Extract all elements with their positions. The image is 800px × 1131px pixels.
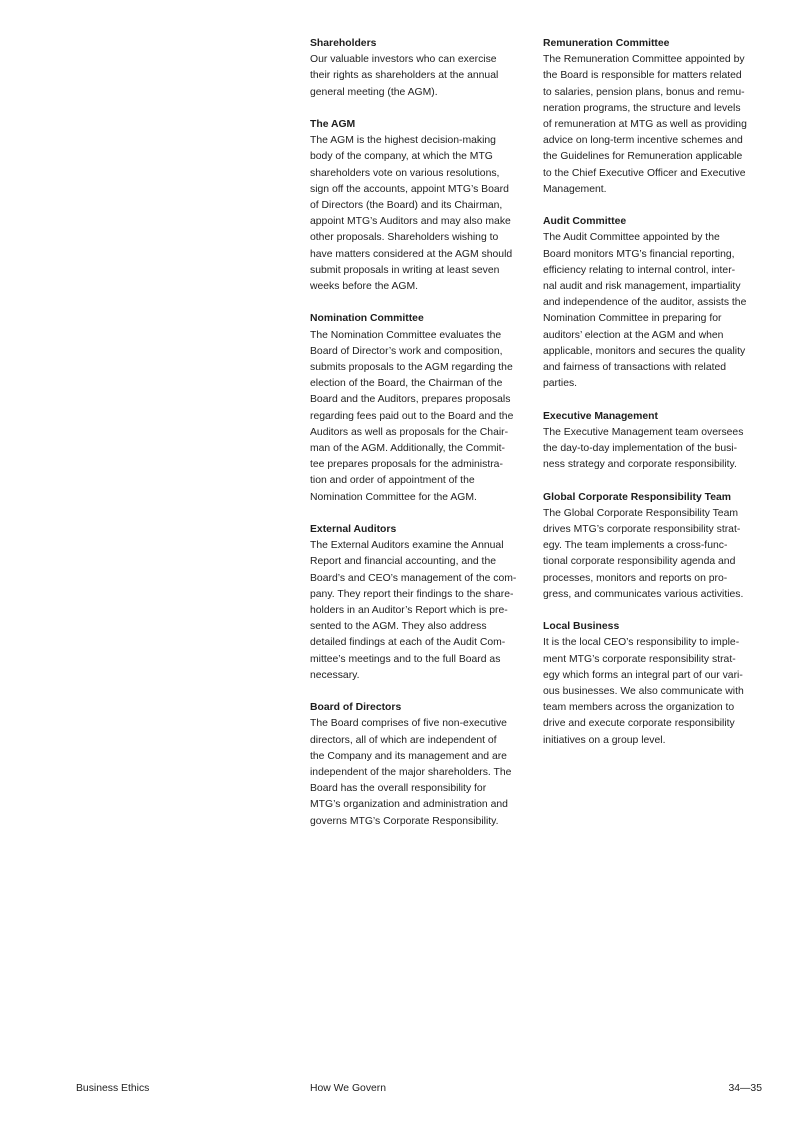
section	[543, 490, 768, 603]
section-heading: Local Business	[543, 621, 620, 633]
body-line: Board monitors MTG’s financial reporting,	[543, 248, 735, 260]
body-line: mittee’s meetings and to the full Board as	[310, 653, 501, 665]
body-line: weeks before the AGM.	[310, 281, 419, 293]
body-line: tional corporate responsibility agenda and	[543, 556, 736, 568]
body-line: man of the AGM. Additionally, the Commit-	[310, 443, 506, 455]
section	[543, 409, 768, 474]
body-line: ous businesses. We also communicate with	[543, 686, 744, 698]
body-line: Nomination Committee for the AGM.	[310, 491, 477, 503]
body-line: and fairness of transactions with related	[543, 362, 727, 374]
body-line: processes, monitors and reports on pro-	[543, 572, 728, 584]
section-heading: Executive Management	[543, 410, 658, 422]
page-number: 34—35	[728, 1083, 762, 1094]
body-line: auditors’ election at the AGM and when	[543, 329, 724, 341]
body-line: shareholders vote on various resolutions,	[310, 167, 500, 179]
body-line: The Audit Committee appointed by the	[543, 232, 720, 244]
body-line: Management.	[543, 183, 607, 195]
body-line: body of the company, at which the MTG	[310, 151, 493, 163]
body-line: and independence of the auditor, assists the	[543, 297, 747, 309]
body-line: their rights as shareholders at the annual	[310, 70, 499, 82]
body-line: appoint MTG’s Auditors and may also make	[310, 216, 511, 228]
body-line: pany. They report their findings to the share-	[310, 588, 514, 600]
body-line: The Global Corporate Responsibility Team	[543, 507, 739, 519]
body-line: directors, all of which are independent of	[310, 734, 497, 746]
body-line: Report and financial accounting, and the	[310, 556, 497, 568]
body-line: Auditors as well as proposals for the Chair-	[310, 426, 509, 438]
body-line: to the Chief Executive Officer and Executive	[543, 167, 746, 179]
body-line: the Board is responsible for matters related	[543, 70, 742, 82]
body-line: sented to the AGM. They also address	[310, 621, 487, 633]
body-line: sign off the accounts, appoint MTG’s Board	[310, 183, 509, 195]
body-line: gress, and communicates various activities.	[543, 588, 744, 600]
section	[543, 36, 768, 198]
body-line: It is the local CEO’s responsibility to imple-	[543, 637, 740, 649]
body-line: other proposals. Shareholders wishing to	[310, 232, 499, 244]
section-heading: Remuneration Committee	[543, 38, 670, 49]
body-line: The Nomination Committee evaluates the	[310, 329, 502, 341]
section	[310, 117, 535, 295]
body-line: The External Auditors examine the Annual	[310, 540, 504, 552]
section-heading: Global Corporate Responsibility Team	[543, 491, 732, 503]
body-line: necessary.	[310, 669, 360, 681]
body-line: team members across the organization to	[543, 702, 735, 714]
section-heading: Nomination Committee	[310, 313, 424, 325]
section-heading: Audit Committee	[543, 216, 627, 228]
body-line: the Guidelines for Remuneration applicable	[543, 151, 743, 163]
body-line: submit proposals in writing at least seven	[310, 264, 500, 276]
body-line: of remuneration at MTG as well as providing	[543, 119, 747, 131]
body-line: ness strategy and corporate responsibility.	[543, 459, 737, 471]
section-heading: Board of Directors	[310, 702, 402, 714]
body-line: holders in an Auditor’s Report which is pre-	[310, 605, 508, 617]
body-line: initiatives on a group level.	[543, 734, 666, 746]
body-line: Board has the overall responsibility for	[310, 783, 487, 795]
body-line: advice on long-term incentive schemes and	[543, 135, 743, 147]
section	[543, 619, 768, 749]
right-column	[543, 36, 768, 765]
body-line: neration programs, the structure and levels	[543, 102, 741, 114]
section	[310, 522, 535, 684]
body-line: Board’s and CEO’s management of the com-	[310, 572, 517, 584]
footer-chapter-title: How We Govern	[310, 1083, 387, 1094]
body-line: parties.	[543, 378, 578, 390]
section	[310, 36, 535, 101]
body-line: of Directors (the Board) and its Chairman,	[310, 200, 503, 212]
body-line: regarding fees paid out to the Board and the	[310, 410, 514, 422]
footer-section-title: Business Ethics	[76, 1083, 150, 1094]
body-line: The Board comprises of five non-executive	[310, 718, 507, 730]
section	[310, 311, 535, 505]
body-line: egy which forms an integral part of our vari-	[543, 669, 743, 681]
body-line: submits proposals to the AGM regarding the	[310, 362, 513, 374]
section	[543, 214, 768, 392]
body-line: Nomination Committee in preparing for	[543, 313, 722, 325]
body-line: The Remuneration Committee appointed by	[543, 54, 745, 66]
body-line: election of the Board, the Chairman of the	[310, 378, 503, 390]
body-line: the Company and its management and are	[310, 750, 507, 762]
body-line: Our valuable investors who can exercise	[310, 54, 497, 66]
body-line: governs MTG’s Corporate Responsibility.	[310, 815, 499, 827]
body-line: MTG’s organization and administration and	[310, 799, 508, 811]
body-line: efficiency relating to internal control, inter-	[543, 264, 736, 276]
body-line: The AGM is the highest decision-making	[310, 135, 496, 147]
body-line: Board and the Auditors, prepares proposals	[310, 394, 511, 406]
body-line: have matters considered at the AGM should	[310, 248, 513, 260]
body-line: The Executive Management team oversees	[543, 426, 744, 438]
body-line: applicable, monitors and secures the quality	[543, 345, 746, 357]
body-line: nal audit and risk management, impartiality	[543, 281, 741, 293]
body-line: Board of Director’s work and composition,	[310, 345, 503, 357]
body-line: tee prepares proposals for the administra-	[310, 459, 503, 471]
section-heading: External Auditors	[310, 524, 397, 536]
left-column	[310, 36, 535, 846]
body-line: the day-to-day implementation of the busi-	[543, 443, 738, 455]
body-line: detailed findings at each of the Audit Com-	[310, 637, 506, 649]
section	[310, 700, 535, 830]
body-line: egy. The team implements a cross-func-	[543, 540, 728, 552]
body-line: ment MTG’s corporate responsibility strat-	[543, 653, 736, 665]
body-line: to salaries, pension plans, bonus and remu-	[543, 86, 745, 98]
body-line: drive and execute corporate responsibility	[543, 718, 735, 730]
body-line: tion and order of appointment of the	[310, 475, 475, 487]
body-line: independent of the major shareholders. The	[310, 767, 512, 779]
section-heading: The AGM	[310, 119, 356, 130]
body-line: drives MTG’s corporate responsibility strat-	[543, 524, 741, 536]
body-line: general meeting (the AGM).	[310, 86, 438, 98]
section-heading: Shareholders	[310, 38, 377, 49]
